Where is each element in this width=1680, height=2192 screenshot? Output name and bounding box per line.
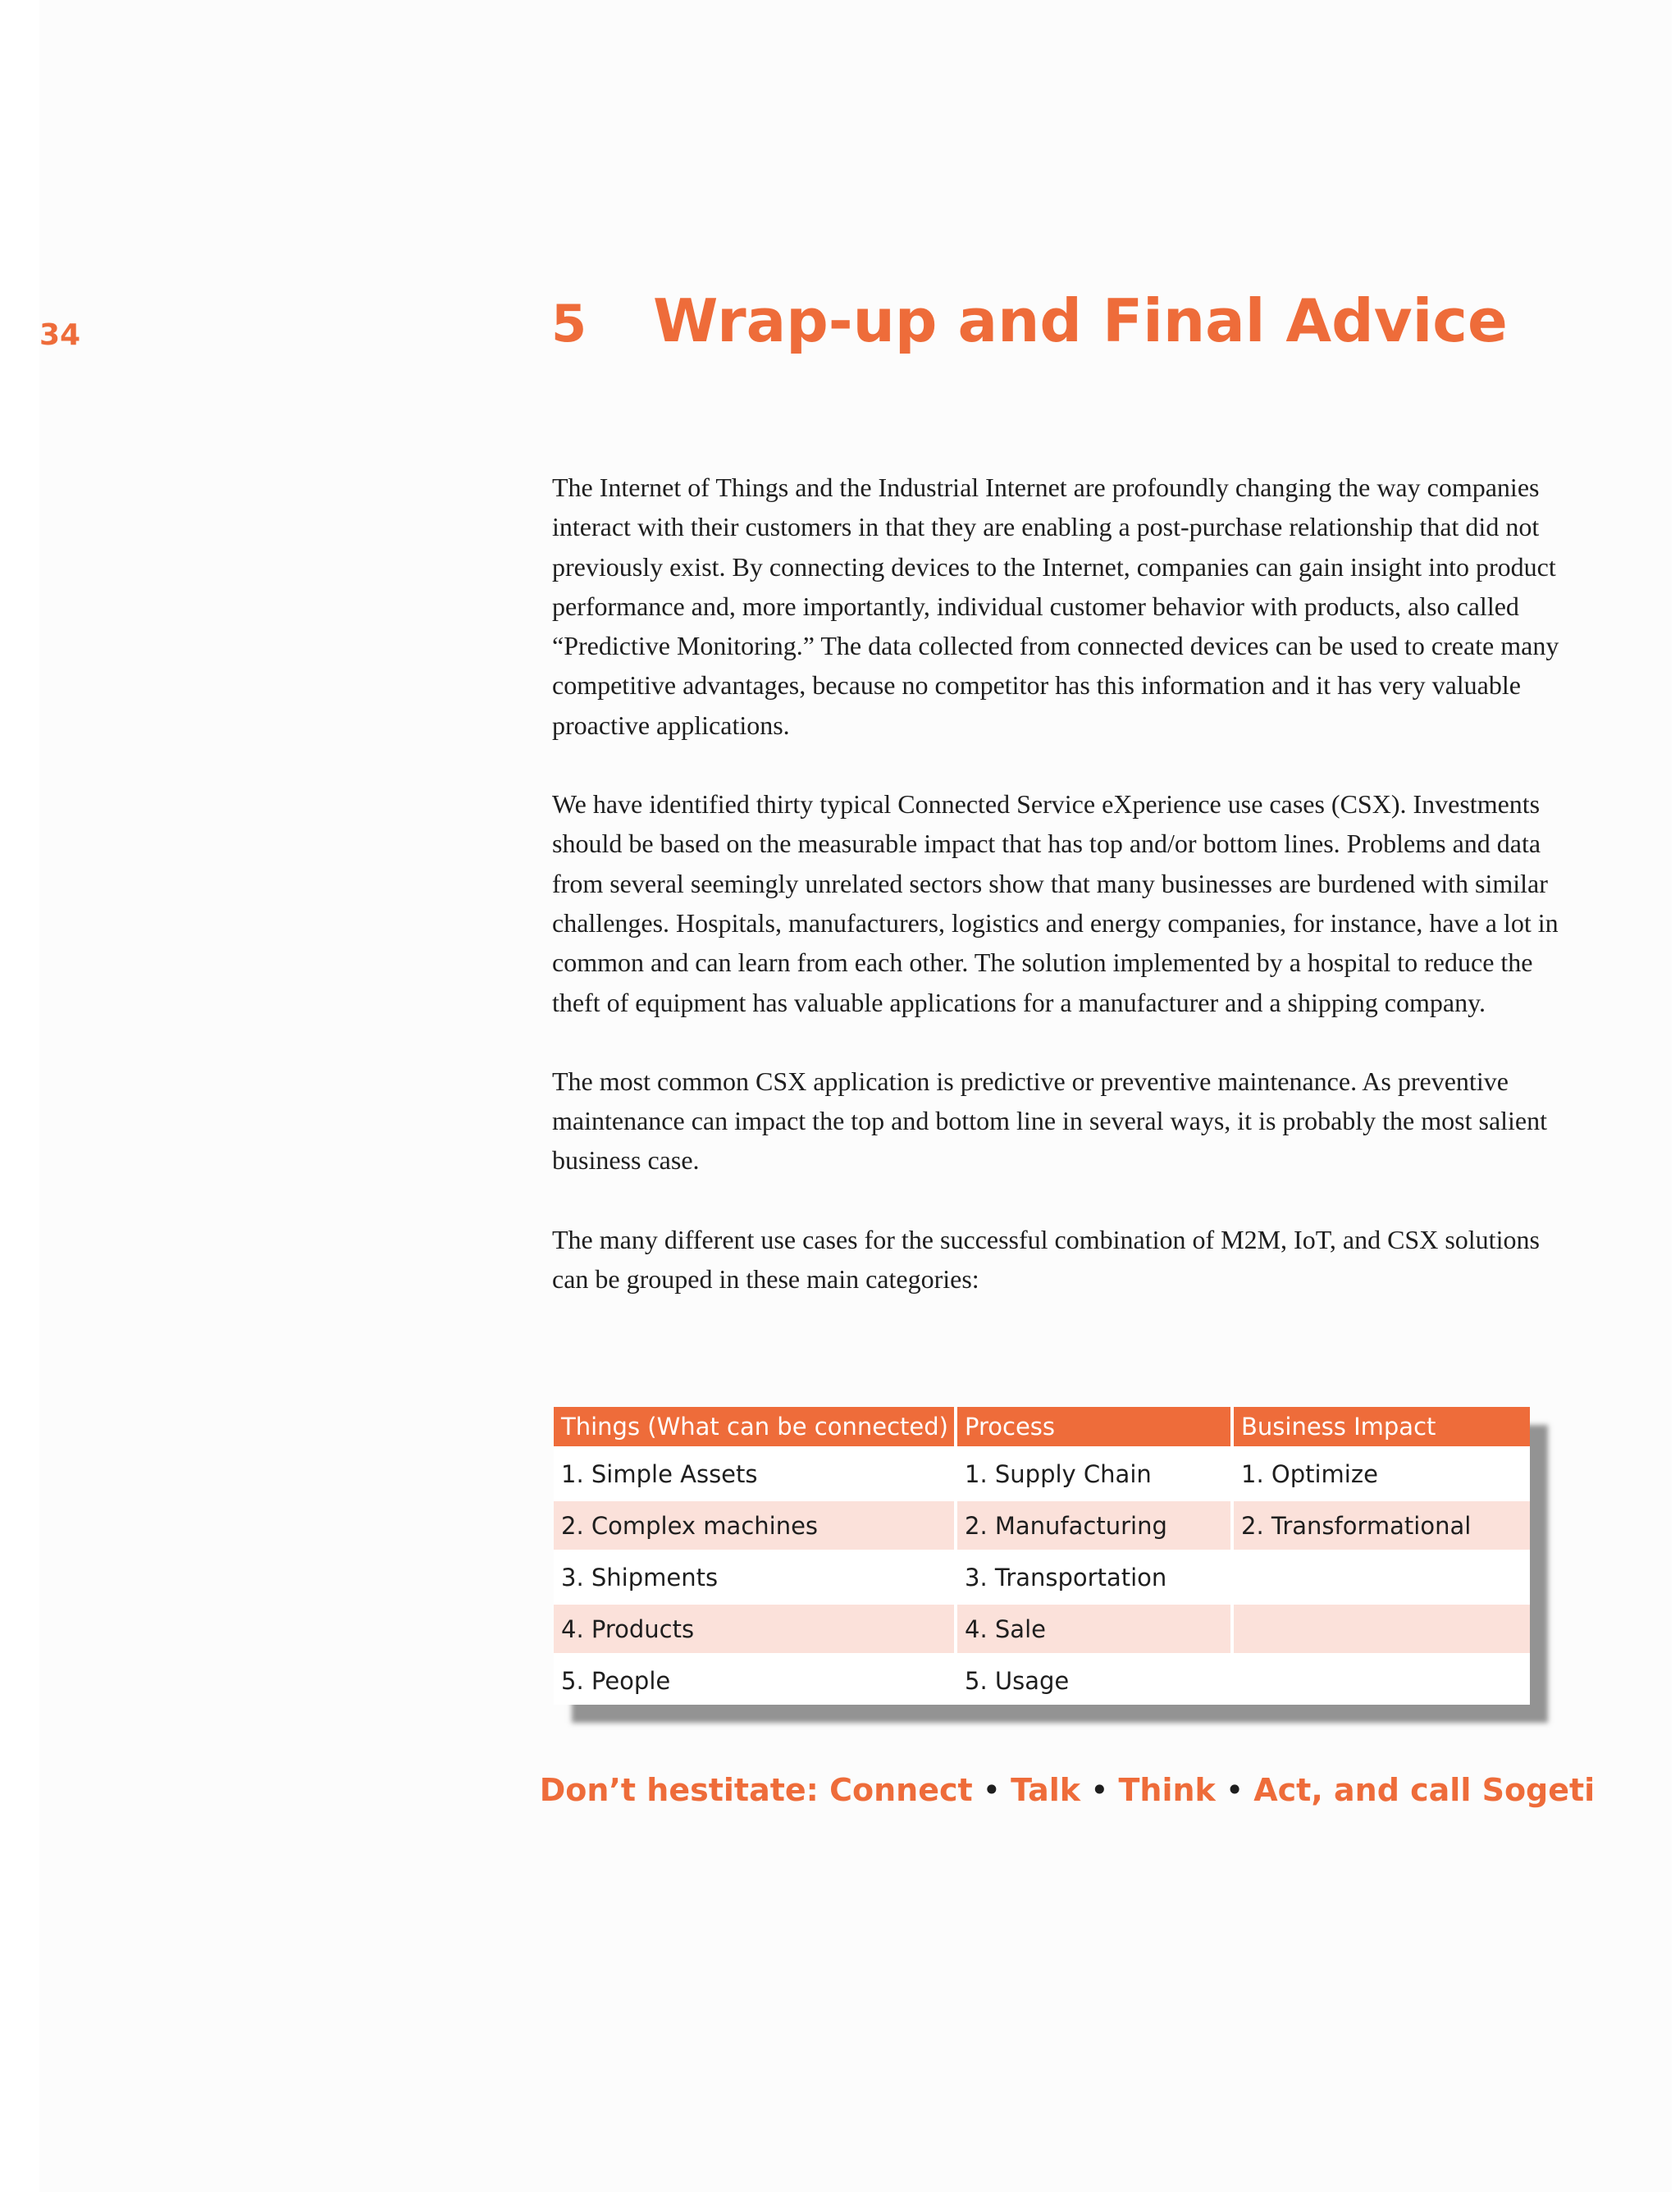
paragraph-2: We have identified thirty typical Connected Service eXperience use cases (CSX). Investments should be based on the measurable impact that has top and/or bottom lines. Problems and data from several seemingly unrelated sectors show that many businesses are burdened with similar challenges. Hospitals, manufacturers, logistics and energy companies, for instance, have a lot in common and can learn from each other. The solution implemented by a hospital to reduce the theft of equipment has valuable applications for a manufacturer and a shipping company. — [552, 789, 1559, 1017]
table-cell: 1. Optimize — [1232, 1448, 1530, 1500]
paragraph-4: The many different use cases for the successful combination of M2M, IoT, and CSX solutions can be grouped in these main categories: — [552, 1224, 1540, 1295]
table — [554, 1407, 1530, 1705]
table-cell: 2. Transformational — [1232, 1500, 1530, 1551]
table-cell: 4. Sale — [956, 1603, 1232, 1655]
table-cell: 1. Supply Chain — [956, 1448, 1232, 1500]
table-cell: 2. Manufacturing — [956, 1500, 1232, 1551]
table-cell: 3. Shipments — [554, 1551, 956, 1603]
column-header-business-impact: Business Impact — [1232, 1407, 1530, 1448]
table-cell: 3. Transportation — [956, 1551, 1232, 1603]
cta-act: Act, and call Sogeti — [1253, 1772, 1596, 1808]
page-number: 34 — [39, 318, 81, 352]
cta-connect: Don’t hestitate: Connect — [539, 1772, 973, 1808]
table-cell: 4. Products — [554, 1603, 956, 1655]
table-cell — [1232, 1655, 1530, 1705]
chapter-heading — [551, 284, 1508, 361]
column-header-process: Process — [956, 1407, 1232, 1448]
table-row — [554, 1603, 1530, 1655]
table-row — [554, 1551, 1530, 1603]
table-row — [554, 1448, 1530, 1500]
paragraph-1: The Internet of Things and the Industrial Internet are profoundly changing the way companies interact with their customers in that they are enabling a post-purchase relationship that did not previously exist. By connecting devices to the Internet, companies can gain insight into product performance and, more importantly, individual customer behavior with products, also called “Predictive Monitoring.” The data collected from connected devices can be used to create many competitive advantages, because no competitor has this information and it has very valuable proactive applications. — [552, 473, 1559, 740]
paragraph-3: The most common CSX application is predictive or preventive maintenance. As preventive maintenance can impact the top and bottom line in several ways, it is probably the most salient business case. — [552, 1066, 1548, 1176]
table-cell: 1. Simple Assets — [554, 1448, 956, 1500]
body-text — [552, 468, 1573, 1338]
cta-talk: Talk — [1011, 1772, 1081, 1808]
table-row — [554, 1500, 1530, 1551]
table-cell: 5. Usage — [956, 1655, 1232, 1705]
chapter-title: Wrap-up and Final Advice — [653, 286, 1508, 355]
table-cell — [1232, 1603, 1530, 1655]
cta-think: Think — [1118, 1772, 1216, 1808]
chapter-number: 5 — [551, 294, 587, 354]
cta-separator: • — [1090, 1772, 1109, 1808]
cta-separator: • — [982, 1772, 1002, 1808]
table-row — [554, 1655, 1530, 1705]
call-to-action — [0, 1772, 1680, 1808]
table-header-row — [554, 1407, 1530, 1448]
cta-separator: • — [1225, 1772, 1244, 1808]
categories-table — [554, 1407, 1530, 1705]
column-header-things: Things (What can be connected) — [554, 1407, 956, 1448]
table-cell — [1232, 1551, 1530, 1603]
table-cell: 2. Complex machines — [554, 1500, 956, 1551]
table-cell: 5. People — [554, 1655, 956, 1705]
